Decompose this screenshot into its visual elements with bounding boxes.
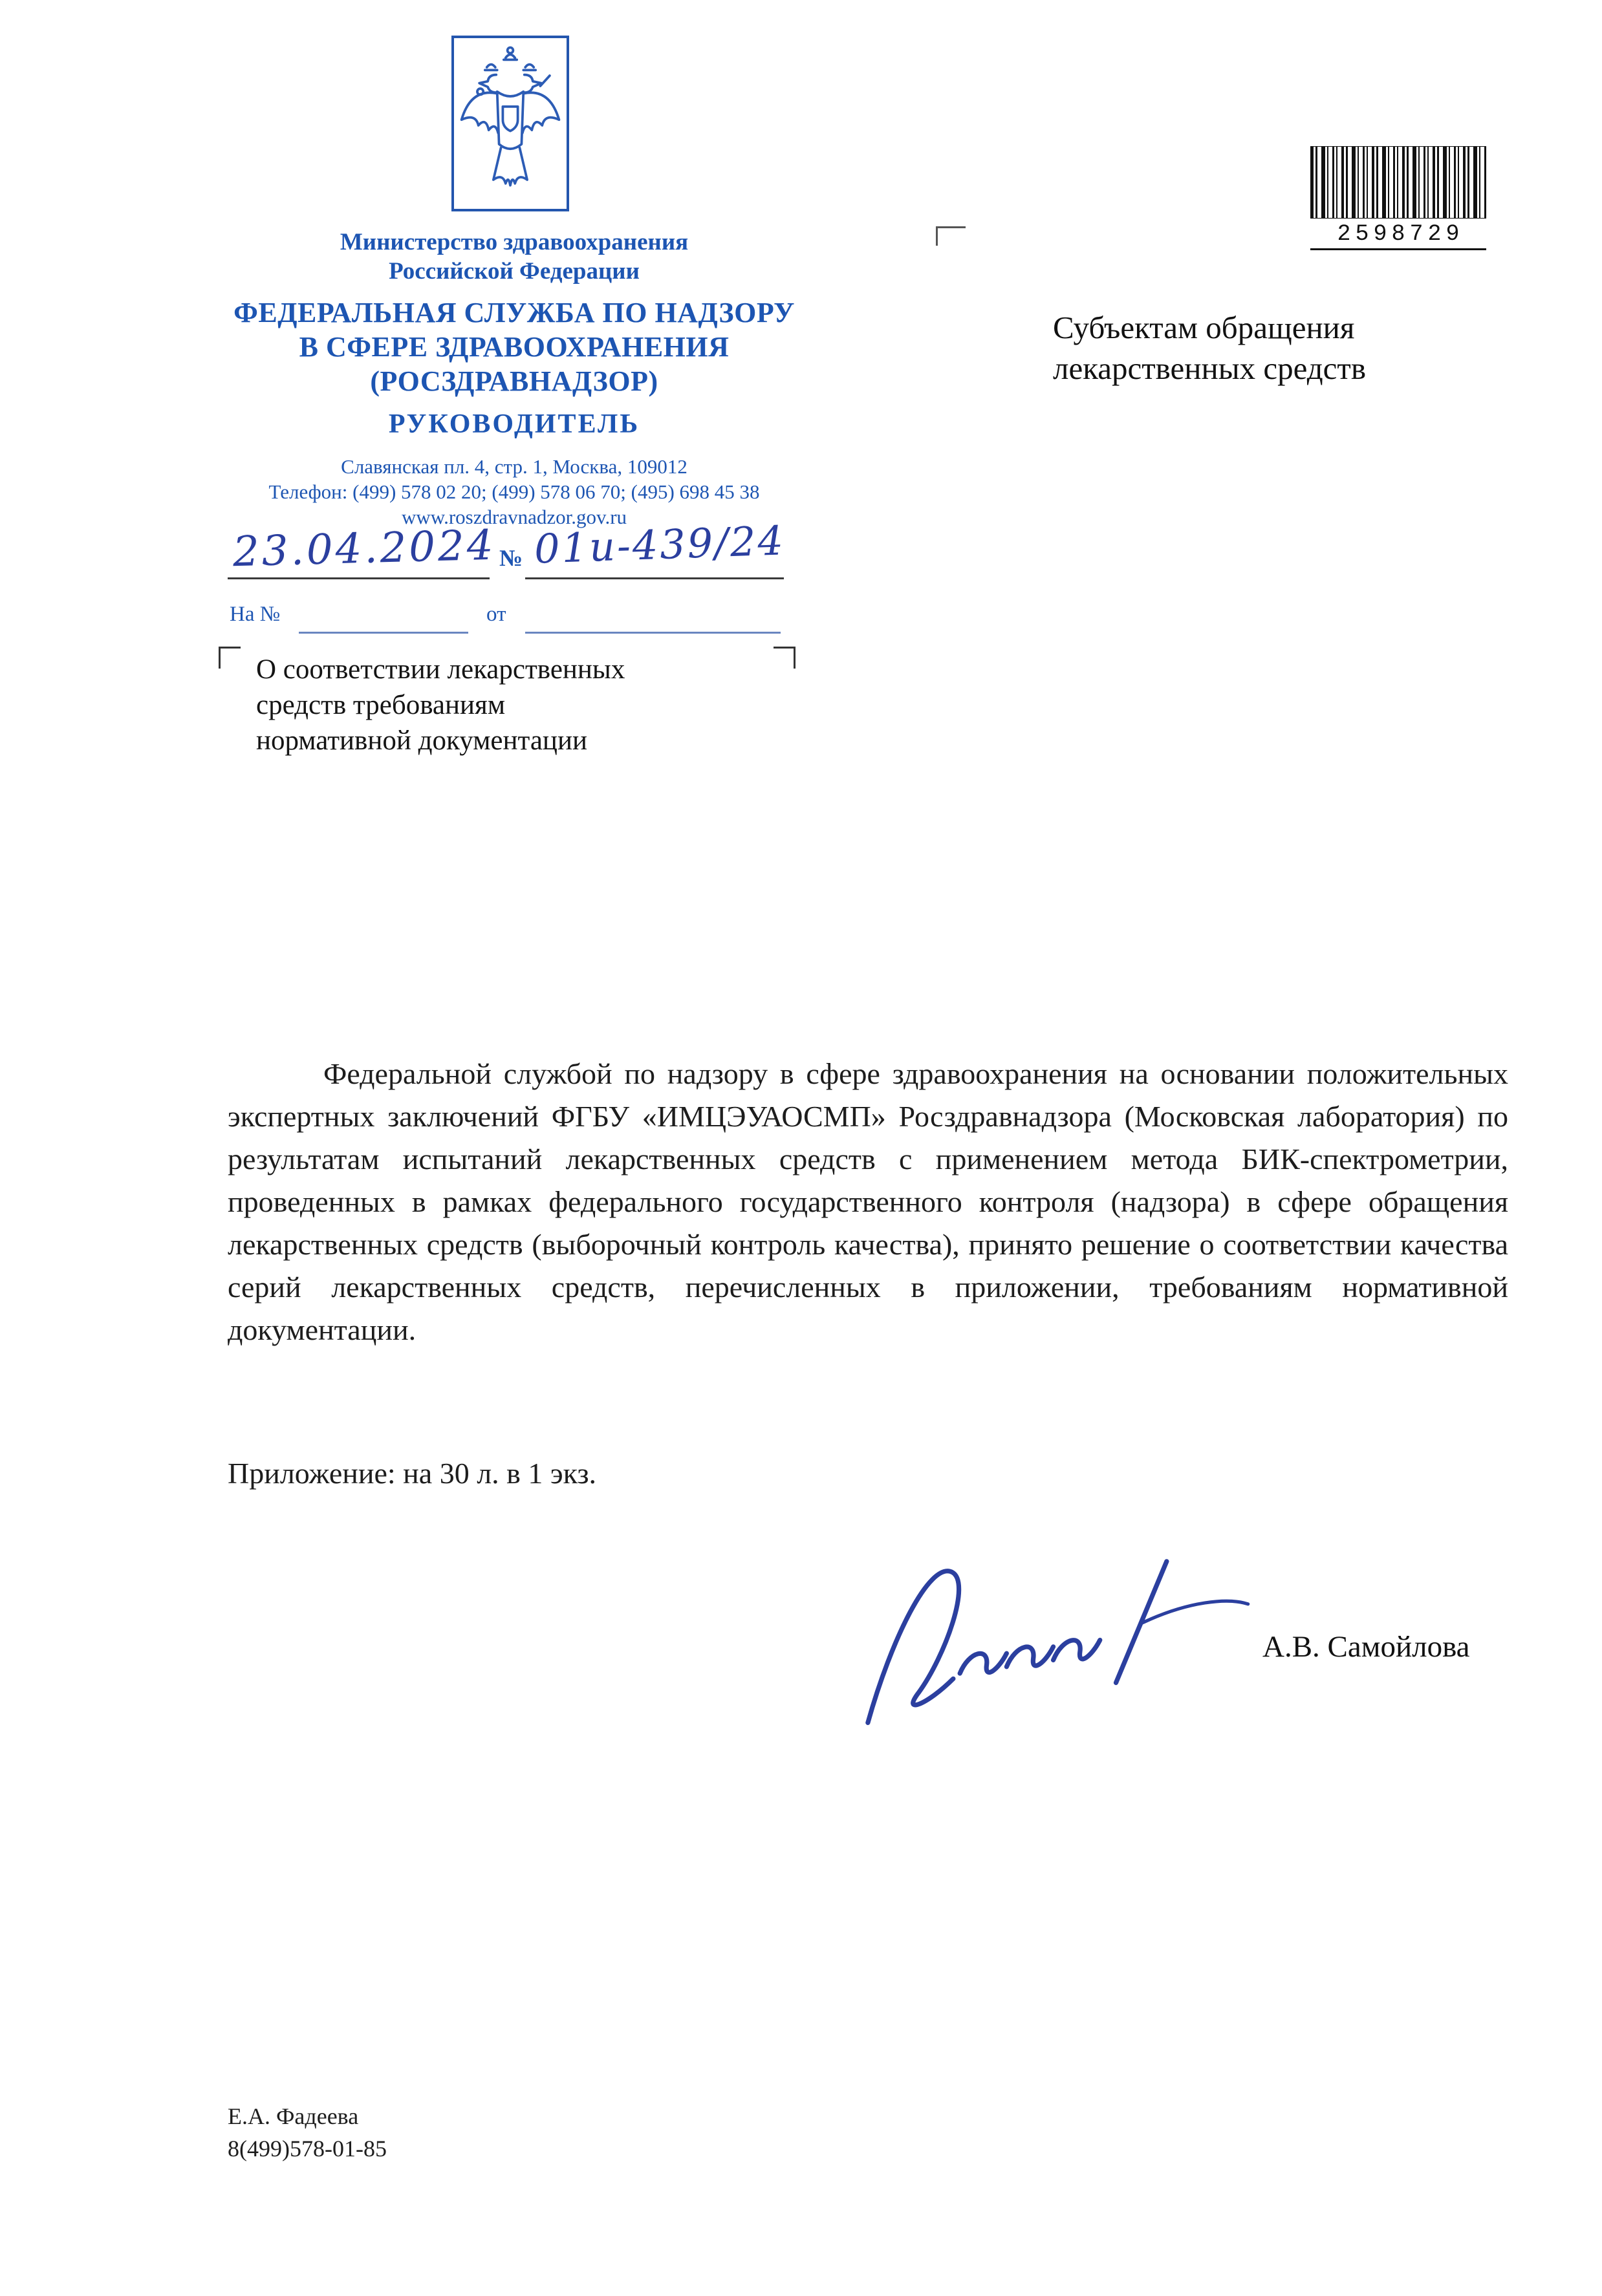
executor-block [228, 2100, 680, 2165]
recipient-line2: лекарственных средств [1053, 350, 1366, 386]
number-sign: № [499, 545, 523, 571]
on-number-label: На № [230, 603, 281, 626]
subject-line3: нормативной документации [256, 725, 587, 756]
number-underline [525, 577, 784, 579]
service-line1: ФЕДЕРАЛЬНАЯ СЛУЖБА ПО НАДЗОРУ [233, 297, 795, 328]
signer-name: А.В. Самойлова [1262, 1630, 1470, 1664]
phone-line: Телефон: (499) 578 02 20; (499) 578 06 70; (495) 698 45 38 [268, 480, 760, 504]
on-number-underline [299, 632, 468, 634]
body-paragraph: Федеральной службой по надзору в сфере здравоохранения на основании положительных экспертных заключений ФГБУ «ИМЦЭУАОСМП» Росздравнадзора (Московская лаборатория) по результатам испытаний лекарственных средств с применением метода БИК-спектрометрии, проведенных в рамках федерального государственного контроля (надзора) в сфере обращения лекарственных средств (выборочный контроль качества), принято решение о соответствии качества серий лекарственных средств, перечисленных в приложении, требованиям нормативной документации. [228, 1057, 1508, 1346]
signature-scribble-icon [828, 1519, 1255, 1739]
recipient-block [1053, 308, 1467, 389]
subject-block [256, 652, 709, 758]
handwritten-date: 23.04.2024 [232, 521, 497, 577]
handwritten-number: 01и-439/24 [533, 517, 786, 573]
coat-of-arms-frame [451, 36, 569, 211]
ministry-name [213, 228, 815, 286]
subject-line2: средств требованиям [256, 690, 506, 721]
barcode [1310, 146, 1486, 250]
double-headed-eagle-icon [454, 38, 567, 209]
date-underline [228, 577, 490, 579]
executor-name: Е.А. Фадеева [228, 2103, 359, 2129]
position-title: РУКОВОДИТЕЛЬ [388, 409, 640, 439]
website-line: www.roszdravnadzor.gov.ru [401, 506, 627, 529]
ministry-line2: Российской Федерации [389, 258, 640, 285]
address-line: Славянская пл. 4, стр. 1, Москва, 109012 [341, 455, 687, 478]
service-name [213, 296, 815, 398]
subject-line1: О соответствии лекарственных [256, 654, 625, 685]
barcode-bars-icon [1310, 146, 1486, 219]
subject-corner-left [219, 647, 241, 669]
recipient-corner-mark [936, 226, 966, 246]
ministry-line1: Министерство здравоохранения [340, 229, 689, 255]
executor-phone: 8(499)578-01-85 [228, 2136, 387, 2162]
barcode-number: 2598729 [1310, 219, 1486, 250]
from-underline [525, 632, 781, 634]
service-line2: В СФЕРЕ ЗДРАВООХРАНЕНИЯ [299, 330, 730, 363]
attachment-note: Приложение: на 30 л. в 1 экз. [228, 1457, 597, 1490]
subject-corner-right [774, 647, 796, 669]
service-line3: (РОСЗДРАВНАДЗОР) [370, 365, 658, 397]
recipient-line1: Субъектам обращения [1053, 310, 1355, 345]
from-label: от [486, 603, 506, 626]
